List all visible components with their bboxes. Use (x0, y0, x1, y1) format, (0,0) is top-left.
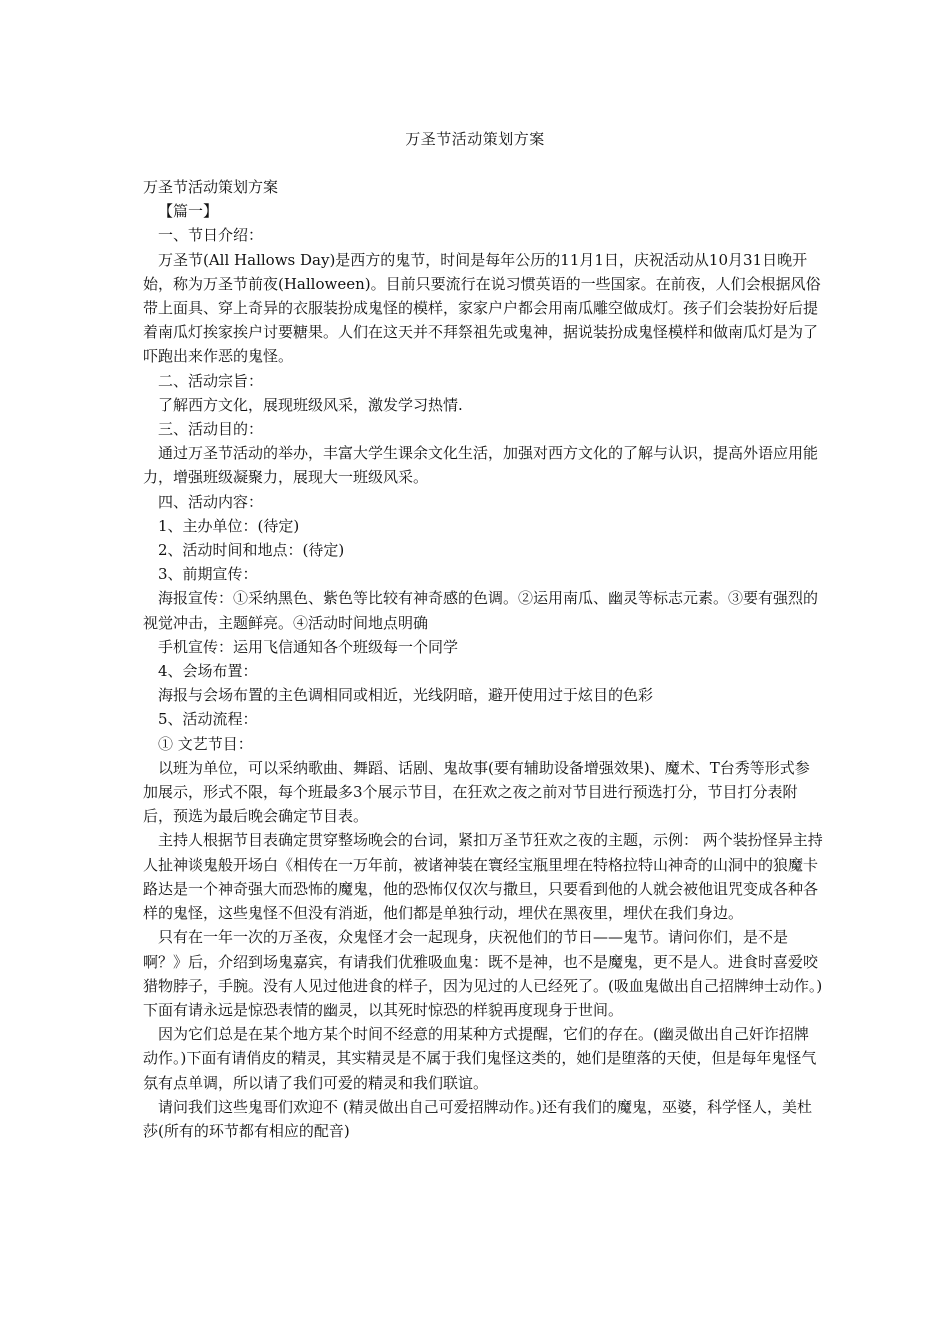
paragraph-para-phone: 手机宣传：运用飞信通知各个班级每一个同学 (158, 637, 459, 656)
paragraph-para-show: 以班为单位，可以采纳歌曲、舞蹈、话剧、鬼故事(要有辅助设备增强效果)、魔术、T台秀等形式参加展示，形式不限，每个班最多3个展示节目，在狂欢之夜之前对节目进行预选打分，节目打分表附后，预选为最后晚会确定节目表。 (143, 758, 810, 826)
paragraph-doc-subtitle: 万圣节活动策划方案 (143, 178, 279, 196)
paragraph-para-2: 了解西方文化，展现班级风采，激发学习热情. (158, 395, 463, 414)
paragraph-para-3: 通过万圣节活动的举办，丰富大学生课余文化生活，加强对西方文化的了解与认识，提高外语应用能力，增强班级凝聚力，展现大一班级风采。 (143, 444, 819, 487)
paragraph-item-5-1: ① 文艺节目： (158, 734, 253, 753)
paragraph-item-4: 4、会场布置： (158, 662, 258, 681)
paragraph-heading-2: 二、活动宗旨： (158, 371, 264, 390)
paragraph-para-poster: 海报宣传：①采纳黑色、紫色等比较有神奇感的色调。②运用南瓜、幽灵等标志元素。③要有强烈的视觉冲击，主题鲜亮。④活动时间地点明确 (143, 589, 819, 632)
paragraph-para-venue: 海报与会场布置的主色调相同或相近，光线阴暗，避开使用过于炫目的色彩 (158, 686, 654, 705)
paragraph-para-1: 万圣节(All Hallows Day)是西方的鬼节，时间是每年公历的11月1日，庆祝活动从10月31日晚开始，称为万圣节前夜(Halloween)。目前只要流行在说习惯英语的一些国家。在前夜，人们会根据风俗带上面具、穿上奇异的衣服装扮成鬼怪的模样，家家户户都会用南瓜雕空做成灯。孩子们会装扮好后提着南瓜灯挨家挨户讨要糖果。人们在这天并不拜祭祖先或鬼神，据说装扮成鬼怪模样和做南瓜灯是为了吓跑出来作恶的鬼怪。 (143, 250, 821, 366)
paragraph-para-host: 主持人根据节目表确定贯穿整场晚会的台词，紧扣万圣节狂欢之夜的主题，示例： 两个装扮怪异主持人扯神谈鬼般开场白《相传在一万年前，被诸神装在寰经宝瓶里埋在特格拉特山神奇的山洞中的狼魔卡路达是一个神奇强大而恐怖的魔鬼，他的恐怖仅仅次与撒旦，只要看到他的人就会被他诅咒变成各种各样的鬼怪，这些鬼怪不但没有消逝，他们都是单独行动，埋伏在黑夜里，埋伏在我们身边。 (143, 831, 823, 923)
paragraph-item-1: 1、主办单位：(待定) (158, 516, 300, 535)
paragraph-heading-4: 四、活动内容： (158, 492, 264, 511)
paragraph-section-label: 【篇一】 (158, 202, 219, 221)
paragraph-heading-3: 三、活动目的： (158, 420, 264, 439)
paragraph-item-3: 3、前期宣传： (158, 565, 258, 584)
paragraph-item-2: 2、活动时间和地点：(待定) (158, 541, 345, 560)
paragraph-heading-1: 一、节日介绍： (158, 226, 264, 245)
paragraph-para-ghost: 因为它们总是在某个地方某个时间不经意的用某种方式提醒，它们的存在。(幽灵做出自己奸诈招牌动作。)下面有请俏皮的精灵，其实精灵是不属于我们鬼怪这类的，她们是堕落的天使，但是每年鬼怪气氛有点单调，所以请了我们可爱的精灵和我们联谊。 (143, 1025, 817, 1092)
paragraph-item-5: 5、活动流程： (158, 710, 258, 729)
document-body (143, 175, 823, 1143)
paragraph-para-vampire: 只有在一年一次的万圣夜，众鬼怪才会一起现身，庆祝他们的节日——鬼节。请问你们，是不是啊？》后，介绍到场鬼嘉宾，有请我们优雅吸血鬼：既不是神，也不是魔鬼，更不是人。进食时喜爱咬猎物脖子，手腕。没有人见过他进食的样子，因为见过的人已经死了。(吸血鬼做出自己招牌绅士动作。)下面有请永远是惊恐表情的幽灵，以其死时惊恐的样貌再度现身于世间。 (143, 928, 823, 1019)
paragraph-para-welcome: 请问我们这些鬼哥们欢迎不 (精灵做出自己可爱招牌动作。)还有我们的魔鬼，巫婆，科学怪人，美杜莎(所有的环节都有相应的配音) (143, 1097, 812, 1140)
page-title: 万圣节活动策划方案 (405, 130, 545, 148)
